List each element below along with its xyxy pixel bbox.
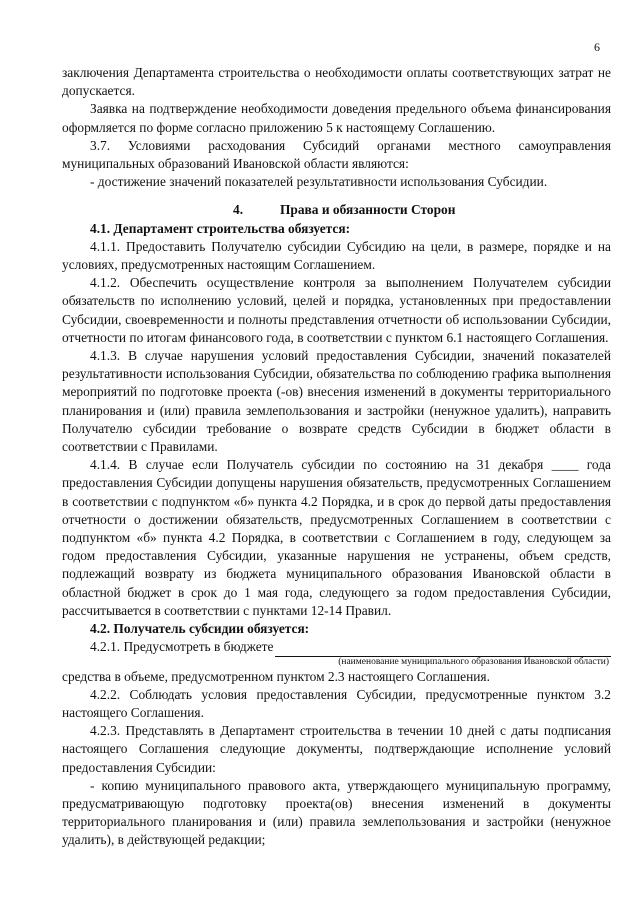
paragraph: - копию муниципального правового акта, утверждающего муниципальную программу, предусматривающую подготовку проекта(ов) внесения изменений в документы территориального планирования и (или) правила землепользования и застройки (ненужное удалить), в действующей редакции;	[62, 777, 611, 848]
paragraph: 4.1.3. В случае нарушения условий предоставления Субсидии, значений показателей результативности использования Субсидии, обязательства по соблюдению графика выполнения мероприятий по подготовке проекта (-ов) внесения изменений в документы территориального планирования и (или) правила землепользования и застройки (ненужное удалить), направить Получателю субсидии требование о возврате средств Субсидии в бюджет области в соответствии с Правилами.	[62, 348, 611, 455]
page-number: 6	[594, 40, 600, 54]
blank-underline	[275, 643, 611, 657]
paragraph: 3.7. Условиями расходования Субсидий органами местного самоуправления муниципальных образований Ивановской области являются:	[62, 137, 611, 172]
paragraph: 4.2.2. Соблюдать условия предоставления Субсидии, предусмотренные пунктом 3.2 настоящего Соглашения.	[62, 686, 611, 720]
paragraph: Заявка на подтверждение необходимости доведения предельного объема финансирования оформляется по форме согласно приложению 5 к настоящему Соглашению.	[62, 101, 611, 135]
paragraph: средства в объеме, предусмотренном пунктом 2.3 настоящего Соглашения.	[62, 668, 490, 684]
fill-in-line	[62, 638, 611, 656]
fill-in-label: 4.2.1. Предусмотреть в бюджете	[90, 639, 274, 655]
field-caption: (наименование муниципального образования Ивановской области)	[338, 656, 609, 667]
subsection-heading: 4.1. Департамент строительства обязуется:	[90, 220, 351, 236]
section-title: Права и обязанности Сторон	[280, 202, 456, 218]
paragraph: 4.1.2. Обеспечить осуществление контроля за выполнением Получателем субсидии обязательств по исполнению условий, целей и порядка, установленных при предоставлении Субсидии, своевременности и полноты представления отчетности об использовании Субсидии, отчетности по итогам финансового года, в соответствии с пунктом 6.1 настоящего Соглашения.	[62, 275, 611, 345]
subsection-heading: 4.2. Получатель субсидии обязуется:	[90, 621, 310, 637]
document-body	[62, 64, 611, 850]
section-heading	[62, 201, 611, 219]
paragraph: 4.1.4. В случае если Получатель субсидии по состоянию на 31 декабря ____ года предоставления Субсидии допущены нарушения обязательств, предусмотренных Соглашением в соответствии с подпунктом «б» пункта 4.2 Порядка, и в срок до первой даты предоставления отчетности о достижении обязательств, предусмотренных Соглашением в соответствии с подпунктом «б» пункта 4.2 Порядка, в соответствии с Соглашением в году, следующем за годом предоставления Субсидии, указанные нарушения не устранены, объем средств, подлежащий возврату из бюджета муниципального образования Ивановской области в областной бюджет в срок до 1 мая года, следующего за годом предоставления Субсидии, рассчитывается в соответствии с пунктами 12-14 Правил.	[62, 457, 611, 618]
paragraph: 4.2.3. Представлять в Департамент строительства в течении 10 дней с даты подписания настоящего Соглашения следующие документы, подтверждающие исполнение условий предоставления Субсидии:	[62, 723, 611, 775]
paragraph: 4.1.1. Предоставить Получателю субсидии Субсидию на цели, в размере, порядке и на условиях, предусмотренных настоящим Соглашением.	[62, 238, 611, 273]
paragraph: заключения Департамента строительства о необходимости оплаты соответствующих затрат не допускается.	[62, 65, 611, 99]
section-number: 4.	[233, 202, 244, 218]
paragraph: - достижение значений показателей результативности использования Субсидии.	[90, 174, 548, 190]
